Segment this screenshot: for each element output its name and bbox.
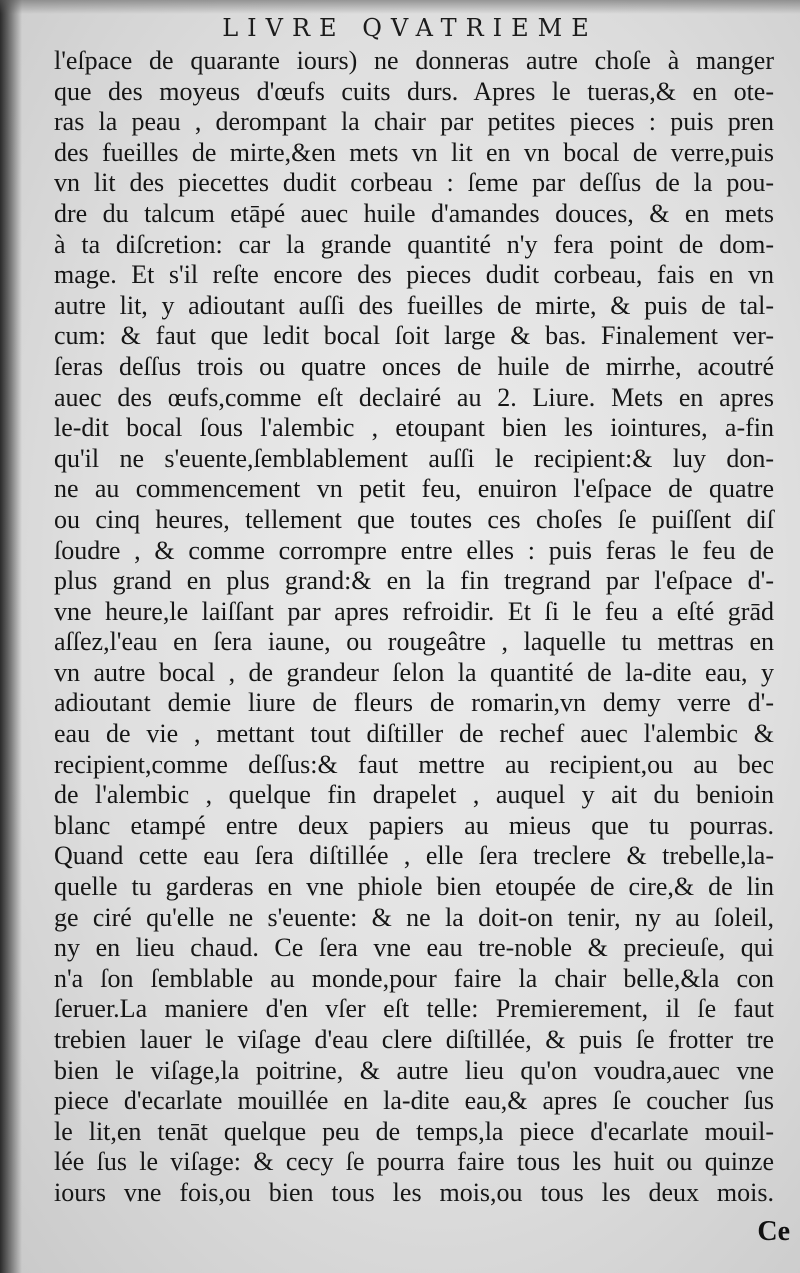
text-line: ne au commencement vn petit feu, enuiron l'eſpace de quatre [54, 474, 774, 504]
text-line: vn lit des piecettes dudit corbeau : ſeme par deſſus de la pou- [54, 168, 774, 198]
text-line: ou cinq heures, tellement que toutes ces choſes ſe puiſſent diſ [54, 504, 774, 534]
text-line: lée ſus le viſage: & cecy ſe pourra faire tous les huit ou quinze [54, 1147, 774, 1177]
text-line: des fueilles de mirte,&en mets vn lit en vn bocal de verre,puis [54, 137, 774, 167]
text-line: plus grand en plus grand:& en la fin tregrand par l'eſpace d'- [54, 566, 774, 596]
text-line: ſeruer.La maniere d'en vſer eſt telle: Premierement, il ſe faut [54, 994, 774, 1024]
text-line: ſeras deſſus trois ou quatre onces de huile de mirrhe, acoutré [54, 351, 774, 381]
text-line: piece d'ecarlate mouillée en la-dite eau,& apres ſe coucher ſus [54, 1086, 774, 1116]
text-line: vn autre bocal , de grandeur ſelon la quantité de la-dite eau, y [54, 657, 774, 687]
text-line: autre lit, y adioutant auſſi des fueilles de mirte, & puis de tal- [54, 290, 774, 320]
text-line: que des moyeus d'œufs cuits durs. Apres le tueras,& en ote- [54, 76, 774, 106]
catchword: Ce [757, 1216, 790, 1247]
text-line: eau de vie , mettant tout diſtiller de rechef auec l'alembic & [54, 719, 774, 749]
text-line: ge ciré qu'elle ne s'euente: & ne la doit-on tenir, ny au ſoleil, [54, 902, 774, 932]
text-line: blanc etampé entre deux papiers au mieus que tu pourras. [54, 810, 774, 840]
text-line: le lit,en tenāt quelque peu de temps,la piece d'ecarlate mouil- [54, 1116, 774, 1146]
text-line: de l'alembic , quelque fin drapelet , auquel y ait du benioin [54, 780, 774, 810]
text-line: ras la peau , derompant la chair par petites pieces : puis pren [54, 107, 774, 137]
running-head: LIVRE QVATRIEME [222, 14, 598, 42]
text-line: le-dit bocal ſous l'alembic , etoupant bien les iointures, a-fin [54, 413, 774, 443]
text-line: qu'il ne s'euente,ſemblablement auſſi le recipient:& luy don- [54, 443, 774, 473]
text-block [54, 46, 774, 1209]
text-line: quelle tu garderas en vne phiole bien etoupée de cire,& de lin [54, 872, 774, 902]
text-line: n'a ſon ſemblable au monde,pour faire la chair belle,&la con [54, 963, 774, 993]
text-line: bien le viſage,la poitrine, & autre lieu qu'on voudra,auec vne [54, 1055, 774, 1085]
text-line: iours vne fois,ou bien tous les mois,ou tous les deux mois. [54, 1177, 774, 1207]
text-line: l'eſpace de quarante iours) ne donneras autre choſe à manger [54, 46, 774, 75]
text-line: adioutant demie liure de fleurs de romarin,vn demy verre d'- [54, 688, 774, 718]
text-line: mage. Et s'il reſte encore des pieces dudit corbeau, fais en vn [54, 260, 774, 290]
text-line: recipient,comme deſſus:& faut mettre au recipient,ou au bec [54, 749, 774, 779]
text-line: trebien lauer le viſage d'eau clere diſtillée, & puis ſe frotter tre [54, 1025, 774, 1054]
text-line: vne heure,le laiſſant par apres refroidir. Et ſi le feu a eſté grād [54, 596, 774, 626]
text-line: à ta diſcretion: car la grande quantité n'y fera point de dom- [54, 229, 774, 259]
text-line: ny en lieu chaud. Ce ſera vne eau tre-noble & precieuſe, qui [54, 933, 774, 963]
text-line: ſoudre , & comme corrompre entre elles : puis feras le feu de [54, 535, 774, 565]
text-line: dre du talcum etāpé auec huile d'amandes douces, & en mets [54, 198, 774, 228]
text-line: aſſez,l'eau en ſera iaune, ou rougeâtre , laquelle tu mettras en [54, 627, 774, 657]
text-line: auec des œufs,comme eſt declairé au 2. Liure. Mets en apres [54, 382, 774, 412]
text-line: Quand cette eau ſera diſtillée , elle ſera treclere & trebelle,la- [54, 841, 774, 871]
text-line: cum: & faut que ledit bocal ſoit large & bas. Finalement ver- [54, 321, 774, 351]
